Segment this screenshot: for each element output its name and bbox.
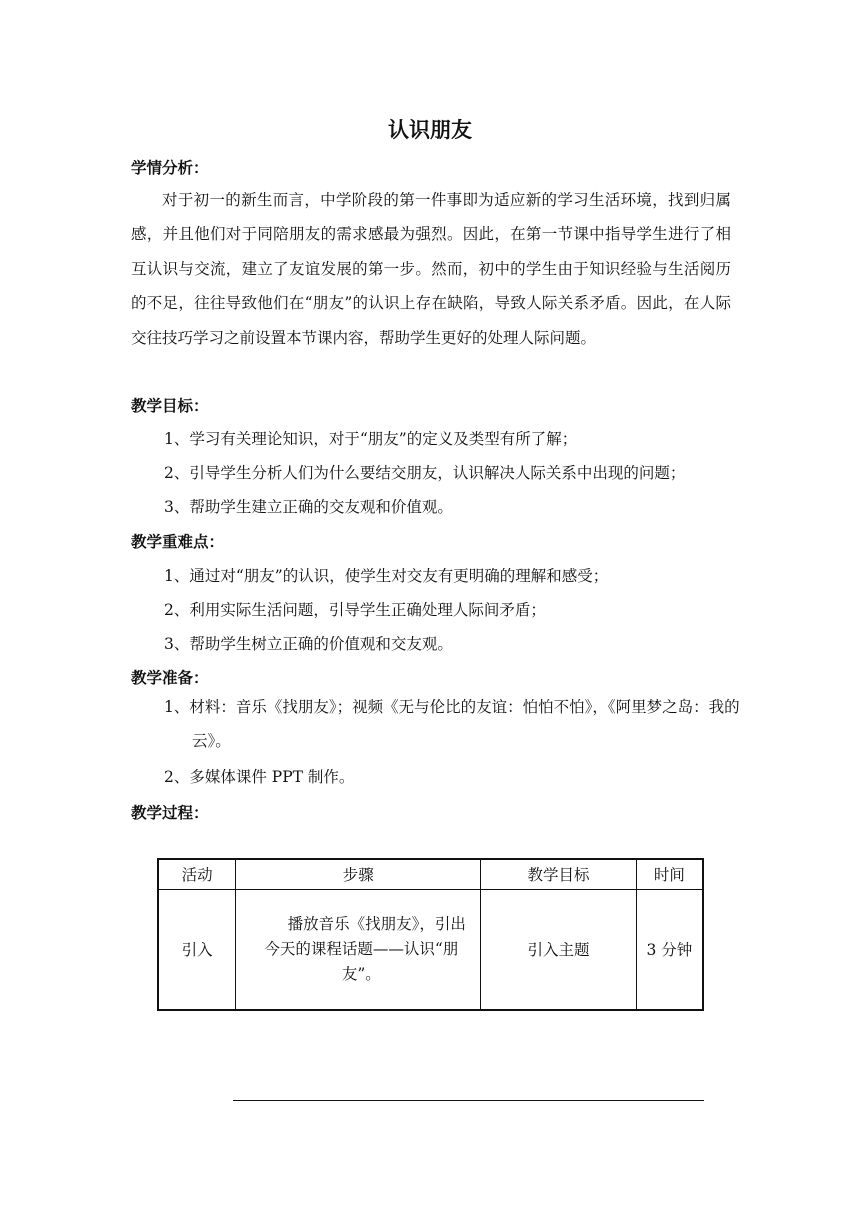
- footer-rule: [233, 1100, 704, 1101]
- table-row: [158, 889, 703, 1010]
- cell-steps-text: 播放音乐《找朋友》，引出今天的课程话题——认识“朋友”。: [264, 914, 466, 983]
- goal-item: 1、学习有关理论知识，对于“朋友”的定义及类型有所了解；: [164, 430, 578, 448]
- section-heading-goals: 教学目标：: [131, 397, 209, 415]
- key-point-item: 3、帮助学生树立正确的价值观和交友观。: [164, 635, 453, 653]
- table-header-row: [158, 859, 703, 889]
- key-point-item: 2、利用实际生活问题，引导学生正确处理人际间矛盾；: [164, 601, 546, 619]
- analysis-paragraph: 对于初一的新生而言，中学阶段的第一件事即为适应新的学习生活环境，找到归属感，并且他们对于同陪朋友的需求感最为强烈。因此，在第一节课中指导学生进行了相互认识与交流，建立了友谊发展的第一步。然而，初中的学生由于知识经验与生活阅历的不足，往往导致他们在“朋友”的认识上存在缺陷，导致人际关系矛盾。因此，在人际交往技巧学习之前设置本节课内容，帮助学生更好的处理人际问题。: [131, 191, 731, 347]
- column-header-time: 时间: [636, 859, 703, 889]
- preparation-item: 1、材料：音乐《找朋友》；视频《无与伦比的友谊：怕怕不怕》，《阿里梦之岛：我的云》。: [164, 698, 740, 750]
- lesson-process-table: [157, 858, 704, 1011]
- column-header-activity: 活动: [158, 859, 236, 889]
- section-heading-preparation: 教学准备：: [131, 669, 209, 687]
- cell-time: 3 分钟: [636, 889, 703, 1010]
- section-heading-analysis: 学情分析：: [131, 159, 209, 177]
- section-heading-key-points: 教学重难点：: [131, 533, 225, 551]
- goal-item: 3、帮助学生建立正确的交友观和价值观。: [164, 498, 453, 516]
- goal-item: 2、引导学生分析人们为什么要结交朋友，认识解决人际关系中出现的问题；: [164, 464, 686, 482]
- cell-steps: [236, 889, 481, 1010]
- document-title: 认识朋友: [388, 118, 472, 142]
- cell-activity: 引入: [158, 889, 236, 1010]
- preparation-item: 2、多媒体课件 PPT 制作。: [164, 768, 355, 786]
- key-point-item: 1、通过对“朋友”的认识，使学生对交友有更明确的理解和感受；: [164, 567, 609, 585]
- section-heading-process: 教学过程：: [131, 804, 209, 822]
- column-header-steps: 步骤: [236, 859, 481, 889]
- column-header-goal: 教学目标: [481, 859, 636, 889]
- cell-goal: 引入主题: [481, 889, 636, 1010]
